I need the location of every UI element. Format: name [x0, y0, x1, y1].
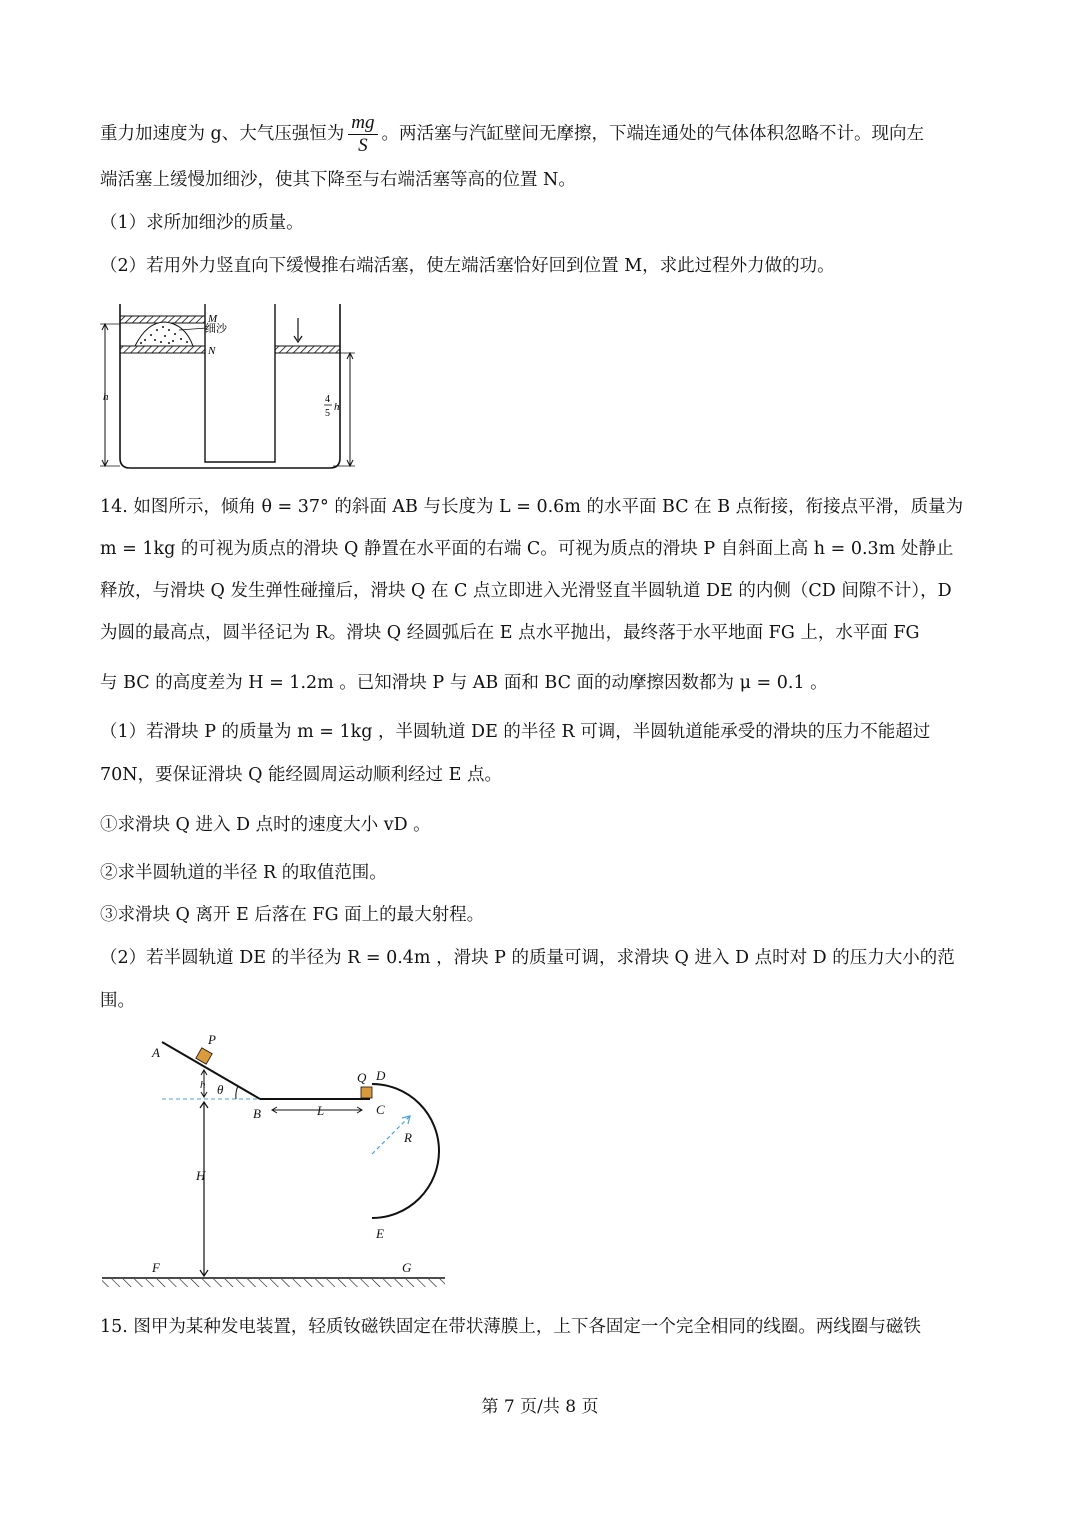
ground-hatch [102, 1279, 445, 1287]
q14-sub1-line-2: 70N，要保证滑块 Q 能经圆周运动顺利经过 E 点。 [100, 765, 502, 785]
q14-line-4: 为圆的最高点，圆半径记为 R。滑块 Q 经圆弧后在 E 点水平抛出，最终落于水平地面 FG 上，水平面 FG [100, 623, 920, 643]
q14-sub1-line-1: （1）若滑块 P 的质量为 m = 1kg ，半圆轨道 DE 的半径 R 可调，半圆轨道能承受的滑块的压力不能超过 [100, 722, 931, 742]
label-P: P [208, 1032, 216, 1047]
label-h: h [200, 1079, 206, 1091]
q13-sub-1: （1）求所加细沙的质量。 [100, 213, 304, 233]
q14-line-5: 与 BC 的高度差为 H = 1.2m 。已知滑块 P 与 AB 面和 BC 面的动摩擦因数都为 μ = 0.1 。 [100, 673, 828, 693]
sand-leader-line [179, 328, 207, 330]
frac-numerator: mg [348, 112, 377, 135]
incline-AB [162, 1042, 260, 1099]
label-Q: Q [357, 1070, 367, 1085]
label-L: L [317, 1103, 325, 1118]
label-h: h [103, 391, 109, 403]
label-C: C [376, 1102, 385, 1117]
frac-denominator: S [358, 135, 368, 156]
label-D: D [376, 1068, 386, 1083]
label-A: A [152, 1045, 160, 1060]
label-N: N [208, 345, 216, 357]
label-theta: θ [217, 1082, 224, 1097]
label-B: B [253, 1106, 261, 1121]
q14-sub2-line-2: 围。 [100, 991, 135, 1011]
label-G: G [402, 1260, 412, 1275]
q14-line-2: m = 1kg 的可视为质点的滑块 Q 静置在水平面的右端 C。可视为质点的滑块 P 自斜面上高 h = 0.3m 处静止 [100, 539, 954, 559]
q13-line-1 [100, 112, 990, 157]
piston-N [120, 346, 205, 353]
label-F: F [152, 1260, 160, 1275]
label-H: H [196, 1168, 206, 1183]
piston-right [275, 346, 340, 353]
label-frac-4: 4 [325, 394, 330, 405]
sand-pile [135, 322, 193, 346]
label-h-right: h [334, 401, 340, 413]
q14-item-3: ③求滑块 Q 离开 E 后落在 FG 面上的最大射程。 [100, 905, 485, 925]
label-sand: 细沙 [205, 323, 227, 335]
label-frac-5: 5 [325, 408, 330, 419]
label-E: E [376, 1226, 384, 1241]
q14-line-1: 14. 如图所示，倾角 θ = 37° 的斜面 AB 与长度为 L = 0.6m 的水平面 BC 在 B 点衔接，衔接点平滑，质量为 [100, 497, 964, 517]
angle-theta-arc [236, 1086, 238, 1099]
q14-item-2: ②求半圆轨道的半径 R 的取值范围。 [100, 863, 387, 883]
q13-text-b: 。两活塞与汽缸壁间无摩擦，下端连通处的气体体积忽略不计。现向左 [381, 124, 924, 144]
q15-line-1: 15. 图甲为某种发电装置，轻质钕磁铁固定在带状薄膜上，上下各固定一个完全相同的线圈。两线圈与磁铁 [100, 1317, 921, 1337]
label-M: M [208, 313, 218, 325]
block-P [196, 1048, 212, 1064]
q13-line-2: 端活塞上缓慢加细沙，使其下降至与右端活塞等高的位置 N。 [100, 170, 576, 190]
label-R: R [404, 1130, 412, 1145]
q13-cylinder-figure [95, 296, 365, 476]
q14-item-1: ①求滑块 Q 进入 D 点时的速度大小 vD 。 [100, 815, 431, 835]
q13-text-a: 重力加速度为 g、大气压强恒为 [100, 124, 345, 144]
q13-sub-2: （2）若用外力竖直向下缓慢推右端活塞，使左端活塞恰好回到位置 M，求此过程外力做的功。 [100, 256, 835, 276]
q14-track-figure [100, 1030, 460, 1295]
block-Q [361, 1087, 372, 1098]
q14-line-3: 释放，与滑块 Q 发生弹性碰撞后，滑块 Q 在 C 点立即进入光滑竖直半圆轨道 DE 的内侧（CD 间隙不计），D [100, 581, 952, 601]
fraction-mg-over-s [348, 112, 377, 157]
page-footer: 第 7 页/共 8 页 [481, 1397, 599, 1417]
q14-sub2-line-1: （2）若半圆轨道 DE 的半径为 R = 0.4m ，滑块 P 的质量可调，求滑块 Q 进入 D 点时对 D 的压力大小的范 [100, 948, 955, 968]
